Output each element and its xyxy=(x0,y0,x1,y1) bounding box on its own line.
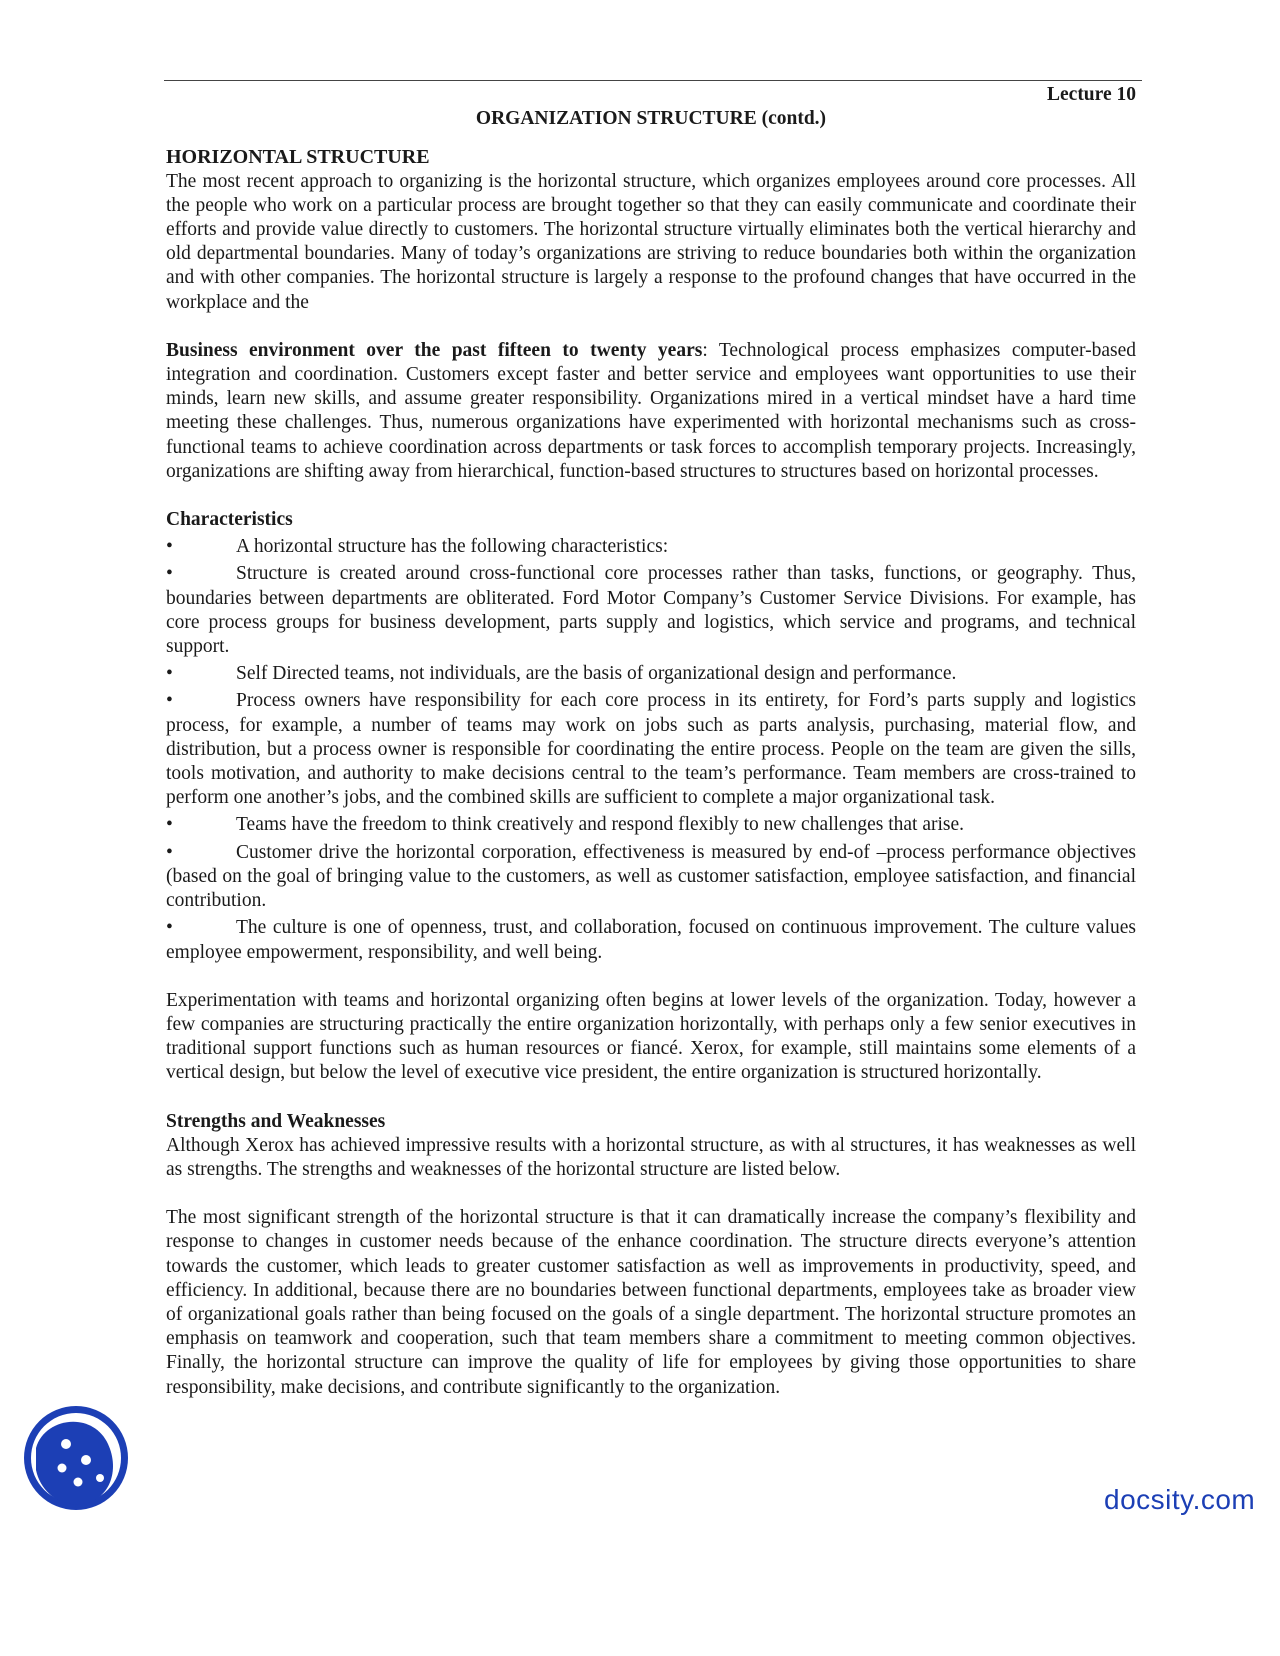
list-item: • A horizontal structure has the following characteristics: xyxy=(166,535,1136,559)
lecture-number: Lecture 10 xyxy=(1047,84,1136,105)
page-title: ORGANIZATION STRUCTURE (contd.) xyxy=(475,108,827,130)
bullet-symbol: • xyxy=(166,841,173,863)
docsity-brand-link[interactable]: docsity.com xyxy=(1104,1484,1256,1515)
paragraph-experimentation: Experimentation with teams and horizontal organizing often begins at lower levels of the organization. Today, however a few companies are structuring practically the entire organization horizontally, with perhaps only a few senior executives in traditional support functions such as human resources or fiancé. Xerox, for example, still maintains some elements of a vertical design, but below the level of executive vice president, the entire organization is structured horizontally. xyxy=(166,989,1136,1084)
bullet-symbol: • xyxy=(166,536,173,558)
bullet-symbol: • xyxy=(166,563,173,585)
list-item: • Self Directed teams, not individuals, are the basis of organizational design and performance. xyxy=(166,662,1136,686)
business-lead: Business environment over the past fifteen to twenty years xyxy=(166,339,703,361)
paragraph-strengths-intro: Although Xerox has achieved impressive results with a horizontal structure, as with al structures, it has weaknesses as well as strengths. The strengths and weaknesses of the horizontal structure are listed below. xyxy=(166,1134,1136,1180)
bullet-symbol: • xyxy=(166,690,173,712)
bullet-symbol: • xyxy=(166,814,173,836)
list-item: • The culture is one of openness, trust, and collaboration, focused on continuous improvement. The culture values employee empowerment, responsibility, and well being. xyxy=(166,917,1136,963)
paragraph-business xyxy=(166,339,1136,484)
document-page xyxy=(166,80,1136,1400)
header-rule xyxy=(164,80,1142,81)
business-body: : Technological process emphasizes computer-based integration and coordination. Customers except faster and better service and employees want opportunities to use their minds, learn new skills, and assume greater responsibility. Organizations mired in a vertical mindset have a hard time meeting these challenges. Thus, numerous organizations have experimented with horizontal mechanisms such as cross-functional teams to achieve coordination across departments or task forces to accomplish temporary projects. Increasingly, organizations are shifting away from hierarchical, function-based structures to structures based on horizontal processes. xyxy=(166,339,1136,482)
section-heading-horizontal: HORIZONTAL STRUCTURE xyxy=(166,146,430,169)
list-item: • Structure is created around cross-functional core processes rather than tasks, functions, or geography. Thus, boundaries between departments are obliterated. Ford Motor Company’s Customer Service Divisions. For example, has core process groups for business development, parts supply and logistics, which service and programs, and technical support. xyxy=(166,563,1136,658)
list-item: • Customer drive the horizontal corporation, effectiveness is measured by end-of –process performance objectives (based on the goal of bringing value to the customers, as well as customer satisfaction, employee satisfaction, and financial contribution. xyxy=(166,841,1136,912)
section-heading-characteristics: Characteristics xyxy=(166,509,293,531)
bullet-symbol: • xyxy=(166,917,173,939)
characteristics-list xyxy=(166,535,1136,964)
list-item: • Process owners have responsibility for each core process in its entirety, for Ford’s parts supply and logistics process, for example, a number of teams may work on jobs such as parts analysis, purchasing, material flow, and distribution, but a process owner is responsible for coordinating the entire process. People on the team are given the sills, tools motivation, and authority to make decisions central to the team’s performance. Team members are cross-trained to perform one another’s jobs, and the combined skills are sufficient to complete a major organizational task. xyxy=(166,690,1136,809)
docsity-logo-icon[interactable] xyxy=(22,1404,130,1512)
list-item: • Teams have the freedom to think creatively and respond flexibly to new challenges that arise. xyxy=(166,813,1136,837)
section-heading-strengths: Strengths and Weaknesses xyxy=(166,1110,386,1132)
bullet-symbol: • xyxy=(166,663,173,685)
paragraph-strengths-main: The most significant strength of the horizontal structure is that it can dramatically increase the company’s flexibility and response to changes in customer needs because of the enhance coordination. The structure directs everyone’s attention towards the customer, which leads to greater customer satisfaction as well as improvements in productivity, speed, and efficiency. In additional, because there are no boundaries between functional departments, employees take as broader view of organizational goals rather than being focused on the goals of a single department. The horizontal structure promotes an emphasis on teamwork and cooperation, such that team members share a commitment to meeting common objectives. Finally, the horizontal structure can improve the quality of life for employees by giving those opportunities to share responsibility, make decisions, and contribute significantly to the organization. xyxy=(166,1207,1136,1398)
paragraph-horizontal: The most recent approach to organizing is the horizontal structure, which organizes employees around core processes. All the people who work on a particular process are brought together so that they can easily communicate and coordinate their efforts and provide value directly to customers. The horizontal structure virtually eliminates both the vertical hierarchy and old departmental boundaries. Many of today’s organizations are striving to reduce boundaries both within the organization and with other companies. The horizontal structure is largely a response to the profound changes that have occurred in the workplace and the xyxy=(166,170,1136,313)
